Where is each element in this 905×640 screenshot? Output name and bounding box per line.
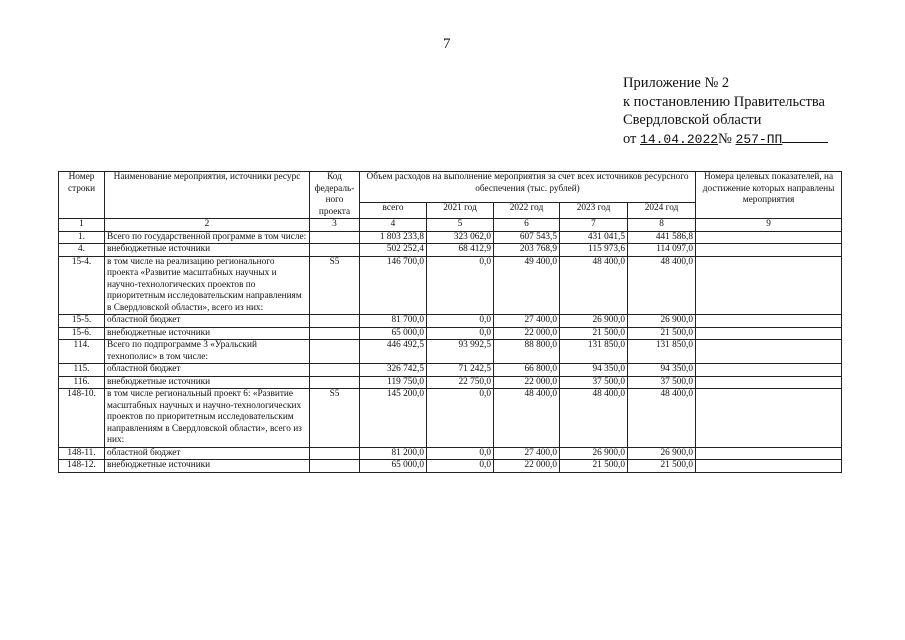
- cell-y2021: 68 412,9: [427, 244, 494, 257]
- col-num: 6: [494, 219, 560, 232]
- cell-no: 148-10.: [59, 389, 105, 448]
- cell-name: внебюджетные источники: [105, 327, 310, 340]
- header-volume: Объем расходов на выполнение мероприятия за счет всех источников ресурсного обеспечения (тыс. рублей): [360, 172, 696, 203]
- table-row: [59, 389, 842, 448]
- table-body: [59, 231, 842, 472]
- cell-name: областной бюджет: [105, 315, 310, 328]
- from-label: от: [623, 130, 637, 147]
- cell-code: [310, 340, 360, 364]
- cell-total: 65 000,0: [360, 460, 427, 473]
- cell-name: внебюджетные источники: [105, 376, 310, 389]
- cell-y2024: 94 350,0: [628, 364, 696, 377]
- expenditure-table: [58, 171, 842, 473]
- cell-total: 1 803 233,8: [360, 231, 427, 244]
- cell-y2024: 26 900,0: [628, 315, 696, 328]
- cell-no: 15-5.: [59, 315, 105, 328]
- cell-y2024: 26 900,0: [628, 447, 696, 460]
- cell-y2023: 26 900,0: [560, 315, 628, 328]
- appendix-date-line: [623, 130, 828, 150]
- cell-y2021: 22 750,0: [427, 376, 494, 389]
- cell-no: 116.: [59, 376, 105, 389]
- cell-code: [310, 231, 360, 244]
- cell-y2022: 48 400,0: [494, 389, 560, 448]
- cell-code: [310, 327, 360, 340]
- table-row: [59, 244, 842, 257]
- header-2022: 2022 год: [494, 202, 560, 218]
- cell-y2022: 27 400,0: [494, 447, 560, 460]
- cell-y2022: 607 543,5: [494, 231, 560, 244]
- cell-y2022: 22 000,0: [494, 327, 560, 340]
- col-num: 4: [360, 219, 427, 232]
- cell-total: 326 742,5: [360, 364, 427, 377]
- cell-code: [310, 447, 360, 460]
- header-name: Наименование мероприятия, источники ресурс: [105, 172, 310, 219]
- table-row: [59, 376, 842, 389]
- cell-name: внебюджетные источники: [105, 244, 310, 257]
- cell-y2024: 441 586,8: [628, 231, 696, 244]
- cell-no: 15-4.: [59, 256, 105, 315]
- cell-code: [310, 376, 360, 389]
- table-row: [59, 231, 842, 244]
- cell-name: внебюджетные источники: [105, 460, 310, 473]
- table-row: [59, 327, 842, 340]
- cell-no: 15-6.: [59, 327, 105, 340]
- cell-y2024: 48 400,0: [628, 256, 696, 315]
- cell-targets: [696, 256, 842, 315]
- col-num: 9: [696, 219, 842, 232]
- cell-y2023: 37 500,0: [560, 376, 628, 389]
- header-2021: 2021 год: [427, 202, 494, 218]
- appendix-header: [623, 74, 828, 149]
- cell-y2022: 66 800,0: [494, 364, 560, 377]
- cell-total: 81 200,0: [360, 447, 427, 460]
- cell-total: 145 200,0: [360, 389, 427, 448]
- cell-targets: [696, 327, 842, 340]
- cell-name: Всего по государственной программе в том числе:: [105, 231, 310, 244]
- col-num: 1: [59, 219, 105, 232]
- resolution-date: 14.04.2022: [640, 131, 719, 147]
- cell-y2023: 48 400,0: [560, 256, 628, 315]
- cell-no: 115.: [59, 364, 105, 377]
- column-number-row: [59, 219, 842, 232]
- cell-y2024: 37 500,0: [628, 376, 696, 389]
- cell-y2023: 94 350,0: [560, 364, 628, 377]
- cell-total: 65 000,0: [360, 327, 427, 340]
- cell-y2023: 131 850,0: [560, 340, 628, 364]
- table-row: [59, 340, 842, 364]
- cell-y2021: 0,0: [427, 460, 494, 473]
- cell-code: S5: [310, 256, 360, 315]
- cell-name: в том числе региональный проект 6: «Развитие масштабных научных и научно-технологических проектов по приоритетным исследовательским направлениям в Свердловской области», всего из них:: [105, 389, 310, 448]
- cell-y2021: 0,0: [427, 447, 494, 460]
- cell-targets: [696, 231, 842, 244]
- cell-total: 146 700,0: [360, 256, 427, 315]
- cell-targets: [696, 389, 842, 448]
- cell-y2022: 22 000,0: [494, 460, 560, 473]
- col-num: 2: [105, 219, 310, 232]
- cell-y2024: 21 500,0: [628, 327, 696, 340]
- cell-y2021: 0,0: [427, 389, 494, 448]
- cell-y2024: 21 500,0: [628, 460, 696, 473]
- cell-targets: [696, 376, 842, 389]
- cell-y2021: 93 992,5: [427, 340, 494, 364]
- appendix-region: Свердловской области: [623, 112, 762, 128]
- cell-y2021: 323 062,0: [427, 231, 494, 244]
- cell-y2024: 48 400,0: [628, 389, 696, 448]
- table-row: [59, 315, 842, 328]
- table-row: [59, 460, 842, 473]
- cell-targets: [696, 460, 842, 473]
- cell-total: 446 492,5: [360, 340, 427, 364]
- cell-y2023: 26 900,0: [560, 447, 628, 460]
- page-number: 7: [443, 36, 451, 52]
- cell-no: 4.: [59, 244, 105, 257]
- cell-targets: [696, 447, 842, 460]
- cell-code: [310, 460, 360, 473]
- resolution-number: 257-ПП: [735, 131, 783, 147]
- col-num: 7: [560, 219, 628, 232]
- col-num: 5: [427, 219, 494, 232]
- cell-y2023: 115 973,6: [560, 244, 628, 257]
- cell-y2022: 22 000,0: [494, 376, 560, 389]
- table-row: [59, 364, 842, 377]
- cell-y2021: 0,0: [427, 315, 494, 328]
- cell-y2024: 131 850,0: [628, 340, 696, 364]
- header-code: Код федераль-ного проекта: [310, 172, 360, 219]
- header-total: всего: [360, 202, 427, 218]
- cell-total: 119 750,0: [360, 376, 427, 389]
- cell-name: в том числе на реализацию регионального проекта «Развитие масштабных научных и научно-технологических проектов по приоритетным исследовательским направлениям в Свердловской области», всего из них:: [105, 256, 310, 315]
- cell-no: 148-12.: [59, 460, 105, 473]
- cell-y2022: 88 800,0: [494, 340, 560, 364]
- cell-y2023: 431 041,5: [560, 231, 628, 244]
- cell-y2021: 0,0: [427, 256, 494, 315]
- cell-targets: [696, 315, 842, 328]
- cell-code: [310, 315, 360, 328]
- cell-y2023: 48 400,0: [560, 389, 628, 448]
- cell-total: 502 252,4: [360, 244, 427, 257]
- table-row: [59, 447, 842, 460]
- cell-code: [310, 244, 360, 257]
- appendix-resolution: к постановлению Правительства: [623, 93, 825, 110]
- underline-blank: [782, 132, 828, 143]
- header-row-number: Номер строки: [59, 172, 105, 219]
- header-2023: 2023 год: [560, 202, 628, 218]
- cell-y2023: 21 500,0: [560, 327, 628, 340]
- cell-targets: [696, 244, 842, 257]
- cell-y2023: 21 500,0: [560, 460, 628, 473]
- cell-name: Всего по подпрограмме 3 «Уральский технополис» в том числе:: [105, 340, 310, 364]
- cell-total: 81 700,0: [360, 315, 427, 328]
- table-row: [59, 256, 842, 315]
- cell-y2022: 49 400,0: [494, 256, 560, 315]
- cell-y2024: 114 097,0: [628, 244, 696, 257]
- cell-y2022: 203 768,9: [494, 244, 560, 257]
- cell-code: S5: [310, 389, 360, 448]
- header-targets: Номера целевых показателей, на достижение которых направлены мероприятия: [696, 172, 842, 219]
- cell-code: [310, 364, 360, 377]
- cell-targets: [696, 364, 842, 377]
- cell-targets: [696, 340, 842, 364]
- col-num: 8: [628, 219, 696, 232]
- appendix-title: Приложение № 2: [623, 75, 730, 91]
- header-2024: 2024 год: [628, 202, 696, 218]
- cell-no: 114.: [59, 340, 105, 364]
- number-sign: №: [718, 130, 732, 147]
- cell-name: областной бюджет: [105, 364, 310, 377]
- cell-no: 1.: [59, 231, 105, 244]
- cell-y2022: 27 400,0: [494, 315, 560, 328]
- cell-no: 148-11.: [59, 447, 105, 460]
- cell-y2021: 71 242,5: [427, 364, 494, 377]
- cell-y2021: 0,0: [427, 327, 494, 340]
- col-num: 3: [310, 219, 360, 232]
- cell-name: областной бюджет: [105, 447, 310, 460]
